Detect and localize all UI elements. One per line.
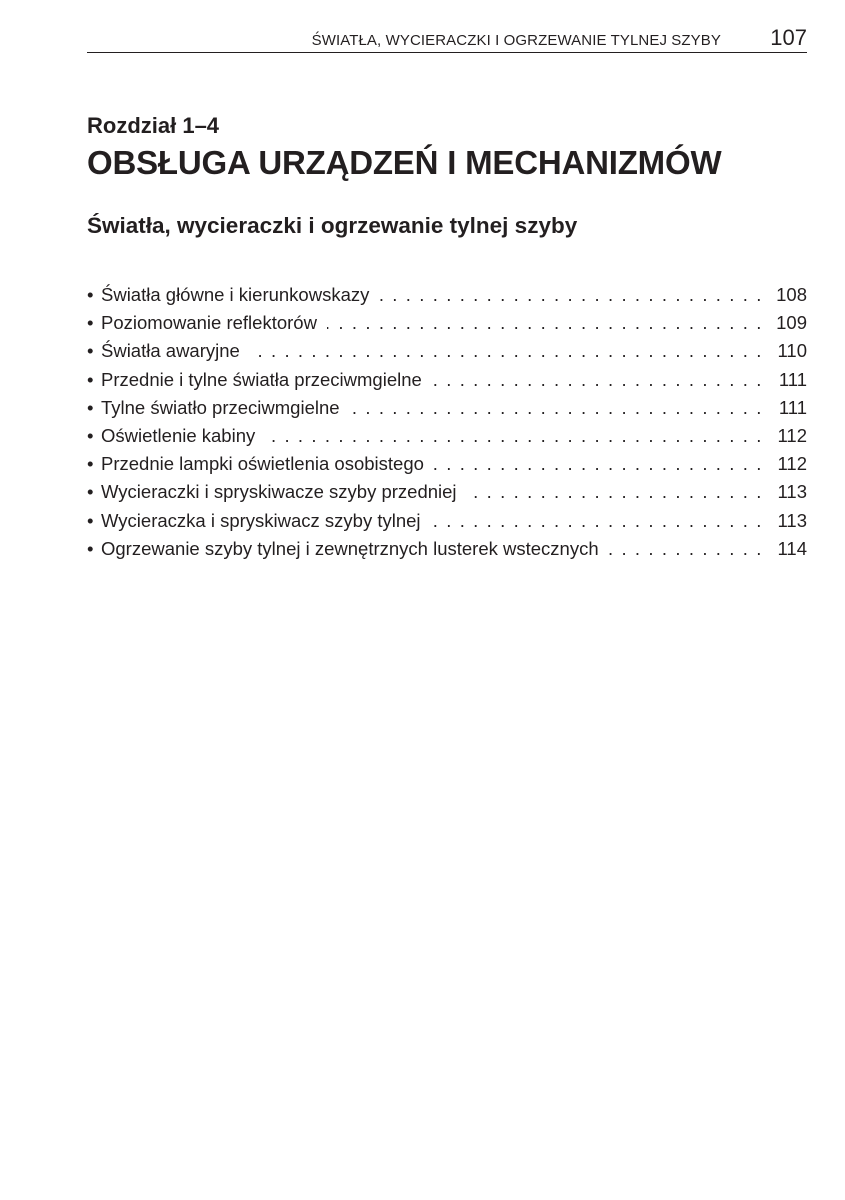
- toc-entry-page: 112: [777, 422, 808, 450]
- toc-entry-label: Wycieraczka i spryskiwacz szyby tylnej: [101, 509, 421, 531]
- chapter-label: Rozdział 1–4: [87, 113, 220, 138]
- toc-entry-page: 112: [777, 450, 808, 478]
- toc-entry-label-wrap: [87, 312, 327, 333]
- toc-entry[interactable]: [87, 450, 807, 478]
- toc-entry[interactable]: [87, 478, 807, 506]
- toc-entry-label: Światła główne i kierunkowskazy: [101, 284, 370, 305]
- bullet-icon: •: [87, 368, 94, 390]
- table-of-contents: [87, 281, 807, 563]
- toc-entry-page: 111: [778, 394, 807, 422]
- bullet-icon: •: [87, 453, 94, 475]
- toc-entry-page: 110: [777, 337, 808, 365]
- bullet-icon: •: [87, 424, 94, 446]
- toc-entry-label-wrap: [87, 510, 431, 531]
- bullet-icon: •: [87, 481, 94, 503]
- toc-entry-label: Tylne światło przeciwmgielne: [101, 396, 340, 418]
- toc-entry[interactable]: [87, 281, 807, 309]
- toc-entry-label: Przednie lampki oświetlenia osobistego: [101, 453, 424, 475]
- toc-entry[interactable]: [87, 366, 807, 394]
- toc-entry-label: Ogrzewanie szyby tylnej i zewnętrznych lusterek wstecznych: [101, 537, 599, 559]
- bullet-icon: •: [87, 509, 94, 531]
- toc-entry-page: 108: [775, 281, 807, 309]
- toc-entry-page: 109: [775, 309, 807, 337]
- toc-entry-label-wrap: [87, 453, 434, 474]
- toc-entry[interactable]: [87, 394, 807, 422]
- toc-entry[interactable]: [87, 507, 807, 535]
- running-header-section-name: ŚWIATŁA, WYCIERACZKI I OGRZEWANIE TYLNEJ SZYBY: [311, 32, 721, 49]
- bullet-icon: •: [87, 312, 94, 334]
- toc-entry-page: 113: [777, 478, 808, 506]
- toc-entry-label-wrap: [87, 340, 250, 361]
- toc-entry-label: Oświetlenie kabiny: [101, 424, 256, 446]
- toc-entry-page: 114: [777, 535, 808, 563]
- toc-entry-label-wrap: [87, 369, 432, 390]
- toc-entry-label-wrap: [87, 481, 467, 502]
- toc-entry-label-wrap: [87, 284, 379, 305]
- toc-entry-label-wrap: [87, 538, 609, 559]
- running-header: [87, 26, 807, 53]
- toc-entry-label: Wycieraczki i spryskiwacze szyby przedniej: [101, 481, 457, 503]
- section-title: Światła, wycieraczki i ogrzewanie tylnej szyby: [87, 213, 578, 238]
- toc-entry-label: Światła awaryjne: [101, 340, 240, 362]
- page-number: 107: [770, 25, 807, 50]
- toc-entry-page: 111: [778, 366, 807, 394]
- toc-entry-label-wrap: [87, 397, 350, 418]
- toc-entry[interactable]: [87, 309, 807, 337]
- toc-entry-label-wrap: [87, 425, 265, 446]
- toc-entry[interactable]: [87, 535, 807, 563]
- toc-entry-page: 113: [777, 507, 808, 535]
- chapter-title: OBSŁUGA URZĄDZEŃ I MECHANIZMÓW: [87, 144, 722, 181]
- toc-entry-label: Poziomowanie reflektorów: [101, 312, 317, 334]
- toc-entry-label: Przednie i tylne światła przeciwmgielne: [101, 368, 422, 390]
- bullet-icon: •: [87, 284, 94, 305]
- toc-entry[interactable]: [87, 422, 807, 450]
- toc-entry[interactable]: [87, 337, 807, 365]
- bullet-icon: •: [87, 396, 94, 418]
- bullet-icon: •: [87, 340, 94, 362]
- bullet-icon: •: [87, 537, 94, 559]
